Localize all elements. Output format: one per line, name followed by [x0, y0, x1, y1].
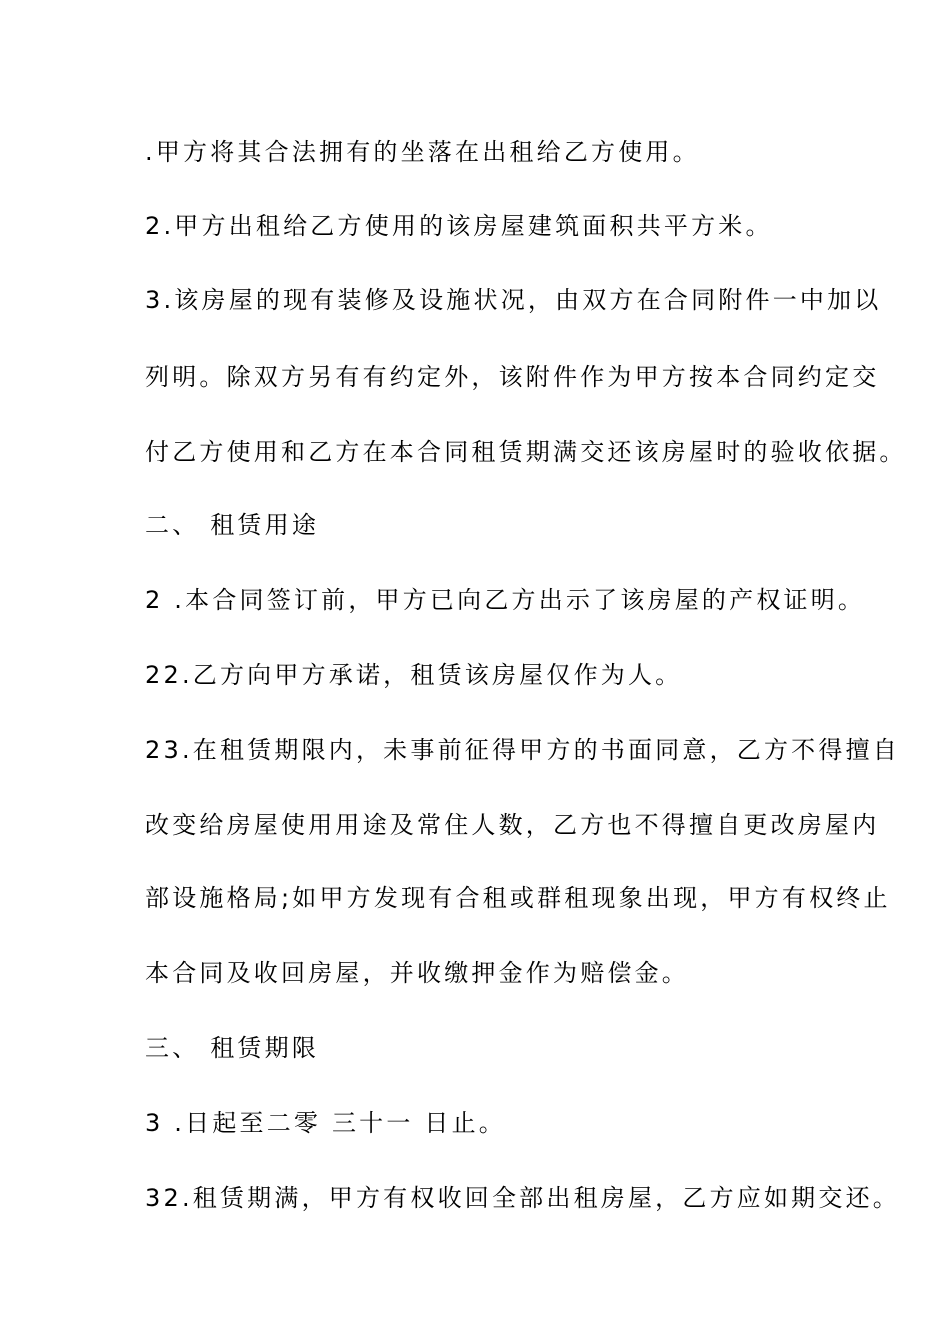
paragraph-line: 部设施格局;如甲方发现有合租或群租现象出现，甲方有权终止	[145, 884, 891, 912]
paragraph-line: 3.该房屋的现有装修及设施状况，由双方在合同附件一中加以	[145, 286, 882, 314]
paragraph-line: 32.租赁期满，甲方有权收回全部出租房屋，乙方应如期交还。	[145, 1184, 900, 1212]
paragraph-line: 改变给房屋使用用途及常住人数，乙方也不得擅自更改房屋内	[145, 811, 880, 839]
paragraph-line: 2.甲方出租给乙方使用的该房屋建筑面积共平方米。	[145, 212, 773, 240]
section-heading: 二、 租赁用途	[145, 511, 320, 539]
paragraph-line: 付乙方使用和乙方在本合同租赁期满交还该房屋时的验收依据。	[145, 438, 907, 466]
paragraph-line: .甲方将其合法拥有的坐落在出租给乙方使用。	[145, 138, 700, 166]
paragraph-line: 3 .日起至二零 三十一 日止。	[145, 1109, 506, 1137]
section-heading: 三、 租赁期限	[145, 1034, 320, 1062]
paragraph-line: 23.在租赁期限内，未事前征得甲方的书面同意，乙方不得擅自	[145, 736, 900, 764]
paragraph-line: 2 .本合同签订前，甲方已向乙方出示了该房屋的产权证明。	[145, 586, 866, 614]
paragraph-line: 22.乙方向甲方承诺，租赁该房屋仅作为人。	[145, 661, 683, 689]
paragraph-line: 列明。除双方另有有约定外，该附件作为甲方按本合同约定交	[145, 363, 880, 391]
paragraph-line: 本合同及收回房屋，并收缴押金作为赔偿金。	[145, 959, 689, 987]
